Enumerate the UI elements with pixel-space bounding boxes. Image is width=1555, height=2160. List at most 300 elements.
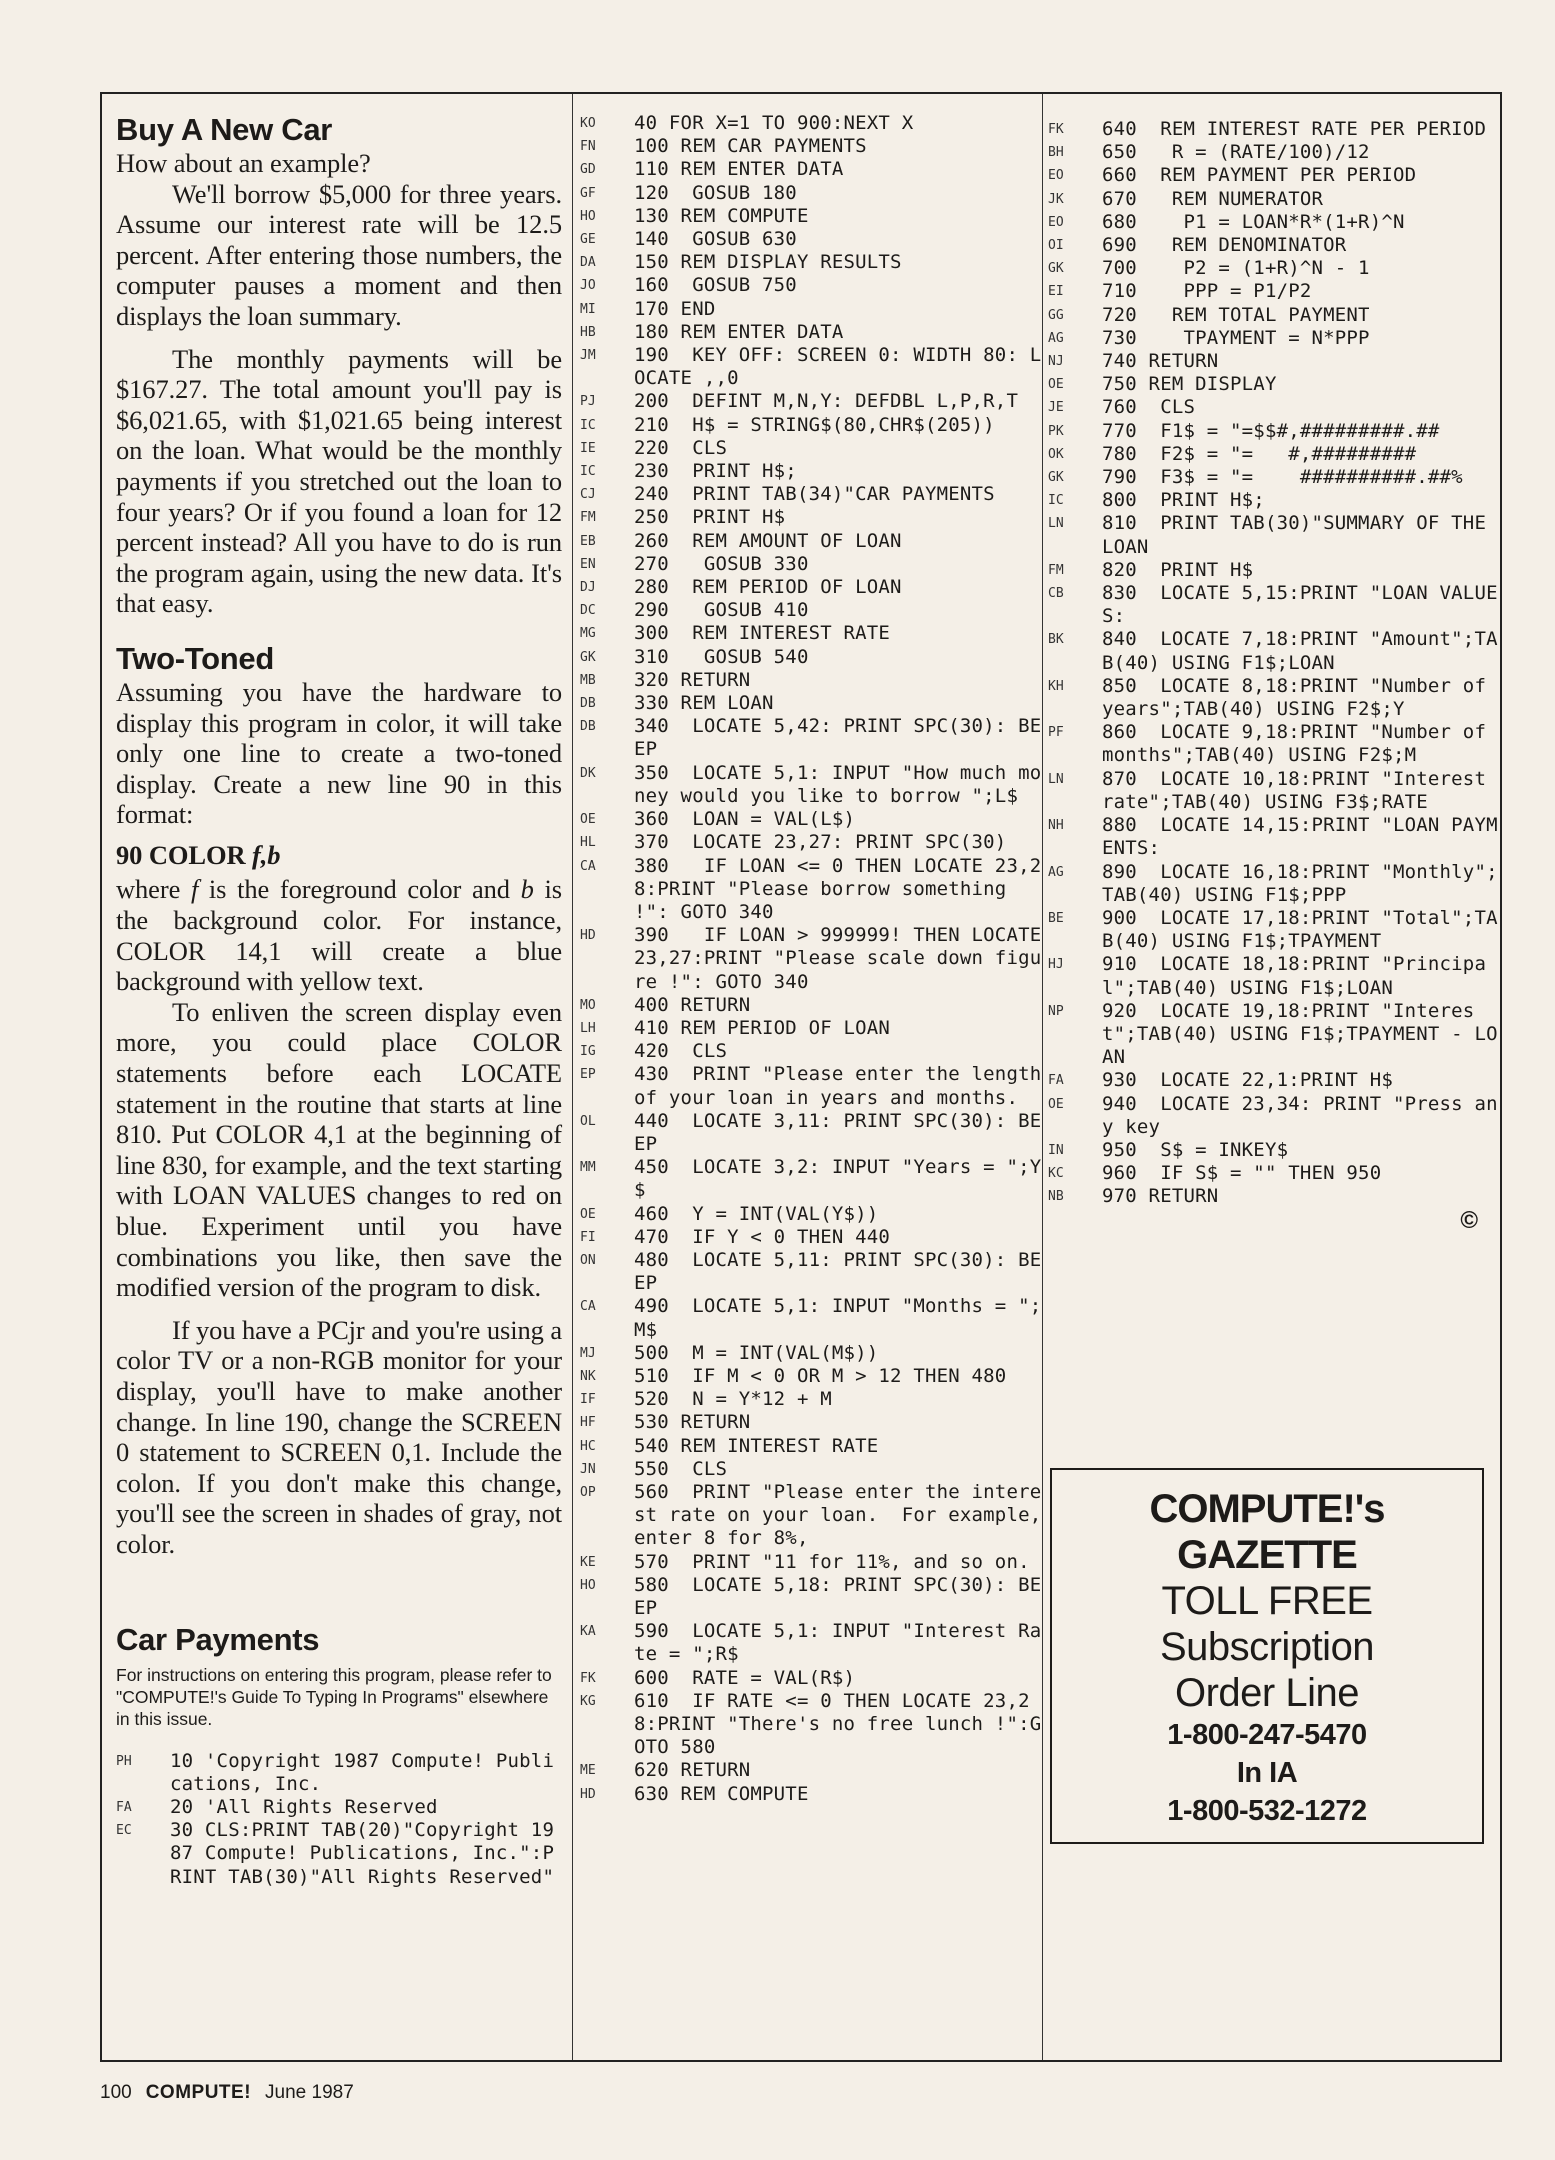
checksum: FM (580, 510, 596, 526)
end-mark-icon: © (1460, 1207, 1478, 1234)
listing-line (1048, 1185, 1498, 1208)
listing-line (1048, 211, 1498, 234)
checksum: JM (580, 348, 596, 364)
ad-phone-number-ia: 1-800-532-1272 (1167, 1795, 1367, 1827)
code-text: 930 LOCATE 22,1:PRINT H$ (1102, 1069, 1393, 1092)
listing-line (580, 1365, 1042, 1388)
checksum: KE (580, 1554, 596, 1570)
listing-line (1048, 559, 1498, 582)
heading-buy-a-new-car: Buy A New Car (116, 112, 333, 147)
listing-line (1048, 512, 1498, 558)
program-listing (116, 1750, 562, 1889)
checksum: KC (1048, 1166, 1064, 1182)
text-run: is the background color. For instance, COLOR 14,1 will create a blue background with yellow text. (116, 874, 562, 997)
checksum: FN (580, 139, 596, 155)
listing-line (580, 228, 1042, 251)
listing-line (580, 1690, 1042, 1760)
checksum: OK (1048, 446, 1064, 462)
code-text: 170 END (634, 297, 716, 320)
listing-line (1048, 350, 1498, 373)
listing-line (1048, 907, 1498, 953)
listing-line (580, 1249, 1042, 1295)
code-text: 900 LOCATE 17,18:PRINT "Total";TAB(40) USING F1$;TPAYMENT (1102, 906, 1498, 953)
code-text: 820 PRINT H$ (1102, 558, 1254, 581)
paragraph: If you have a PCjr and you're using a color TV or a non-RGB monitor for your display, you'll have to make another change. In line 190, change the SCREEN 0 statement to SCREEN 0,1. Include the colon. If you don't make this change, you'll see the screen in shades of gray, not color. (116, 1314, 562, 1559)
checksum: MO (580, 997, 596, 1013)
code-text: 120 GOSUB 180 (634, 181, 797, 204)
code-text: 130 REM COMPUTE (634, 204, 809, 227)
code-text: 750 REM DISPLAY (1102, 373, 1277, 396)
checksum: EC (116, 1823, 132, 1839)
code-text: 480 LOCATE 5,11: PRINT SPC(30): BEEP (634, 1248, 1042, 1295)
code-text: 140 GOSUB 630 (634, 228, 797, 251)
listing-line (1048, 420, 1498, 443)
listing-line (580, 622, 1042, 645)
listing-line (580, 1574, 1042, 1620)
listing-line (580, 112, 1042, 135)
checksum: DB (580, 696, 596, 712)
listing-line (116, 1750, 562, 1796)
listing-line (580, 1667, 1042, 1690)
listing-line (1048, 489, 1498, 512)
code-text: 500 M = INT(VAL(M$)) (634, 1341, 879, 1364)
code-text: 190 KEY OFF: SCREEN 0: WIDTH 80: LOCATE ,,0 (634, 344, 1042, 390)
checksum: IG (580, 1044, 596, 1060)
listing-line (580, 599, 1042, 622)
listing-line (580, 1110, 1042, 1156)
checksum: BE (1048, 910, 1064, 926)
checksum: EI (1048, 284, 1064, 300)
checksum: MB (580, 672, 596, 688)
code-text: 230 PRINT H$; (634, 460, 797, 483)
code-text: 760 CLS (1102, 396, 1196, 419)
code-text: 40 FOR X=1 TO 900:NEXT X (634, 112, 914, 134)
checksum: OE (1048, 377, 1064, 393)
code-text: 830 LOCATE 5,15:PRINT "LOAN VALUES: (1102, 582, 1498, 628)
checksum: NB (1048, 1189, 1064, 1205)
checksum: LH (580, 1020, 596, 1036)
code-text: 800 PRINT H$; (1102, 489, 1265, 512)
checksum: NP (1048, 1003, 1064, 1019)
listing-line (580, 1620, 1042, 1666)
code-text: 460 Y = INT(VAL(Y$)) (634, 1202, 879, 1225)
code-text: 770 F1$ = "=$$#,#########.## (1102, 419, 1440, 442)
listing-line (580, 1759, 1042, 1782)
command-text: 90 COLOR (116, 839, 253, 870)
listing-line (580, 1411, 1042, 1434)
listing-line (580, 414, 1042, 437)
listing-line (116, 1796, 562, 1819)
checksum: HF (580, 1415, 596, 1431)
checksum: EN (580, 556, 596, 572)
listing-line (1048, 768, 1498, 814)
checksum: OP (580, 1484, 596, 1500)
listing-line (580, 855, 1042, 925)
code-text: 640 REM INTEREST RATE PER PERIOD (1102, 118, 1487, 140)
checksum: CA (580, 1299, 596, 1315)
listing-line (580, 692, 1042, 715)
code-text: 970 RETURN (1102, 1185, 1219, 1208)
listing-line (1048, 443, 1498, 466)
code-text: 240 PRINT TAB(34)"CAR PAYMENTS (634, 483, 995, 506)
checksum: KO (580, 116, 596, 131)
checksum: DC (580, 603, 596, 619)
code-text: 470 IF Y < 0 THEN 440 (634, 1225, 891, 1248)
checksum: GF (580, 185, 596, 201)
checksum: NJ (1048, 354, 1064, 370)
code-text: 320 RETURN (634, 668, 751, 691)
code-text: 540 REM INTEREST RATE (634, 1434, 879, 1457)
code-text: 940 LOCATE 23,34: PRINT "Press any key (1102, 1092, 1498, 1138)
code-text: 280 REM PERIOD OF LOAN (634, 576, 902, 599)
checksum: FM (1048, 562, 1064, 578)
code-text: 290 GOSUB 410 (634, 599, 809, 622)
code-text: 330 REM LOAN (634, 692, 774, 715)
checksum: NK (580, 1368, 596, 1384)
listing-line (580, 715, 1042, 761)
checksum: DA (580, 255, 596, 271)
code-text: 250 PRINT H$ (634, 506, 786, 529)
magazine-name: COMPUTE! (145, 2082, 252, 2103)
listing-line (1048, 118, 1498, 141)
checksum: CA (580, 858, 596, 874)
column-rule (572, 94, 573, 2060)
code-text: 530 RETURN (634, 1411, 751, 1434)
listing-line (1048, 1162, 1498, 1185)
code-text: 410 REM PERIOD OF LOAN (634, 1016, 891, 1039)
listing-line (1048, 188, 1498, 211)
listing-line (1048, 234, 1498, 257)
paragraph: We'll borrow $5,000 for three years. Assume our interest rate will be 12.5 percent. After entering those numbers, the computer pauses a moment and then displays the loan summary. (116, 178, 562, 331)
checksum: DB (580, 719, 596, 735)
code-text: 110 REM ENTER DATA (634, 158, 844, 181)
code-text: 30 CLS:PRINT TAB(20)"Copyright 1987 Compute! Publications, Inc.":PRINT TAB(30)"All Rights Reserved" (170, 1819, 555, 1888)
code-text: 740 RETURN (1102, 350, 1219, 373)
ad-state: In IA (1236, 1757, 1298, 1789)
checksum: HO (580, 208, 596, 224)
code-text: 520 N = Y*12 + M (634, 1388, 832, 1411)
checksum: EO (1048, 168, 1064, 184)
checksum: LN (1048, 516, 1064, 532)
listing-line (1048, 1139, 1498, 1162)
code-text: 160 GOSUB 750 (634, 274, 797, 297)
checksum: BH (1048, 145, 1064, 161)
code-text: 730 TPAYMENT = N*PPP (1102, 326, 1370, 349)
listing-line (1048, 327, 1498, 350)
listing-line (580, 274, 1042, 297)
code-text: 670 REM NUMERATOR (1102, 187, 1324, 210)
checksum: PF (1048, 725, 1064, 741)
checksum: HD (580, 1786, 596, 1802)
checksum: JE (1048, 400, 1064, 416)
paragraph: To enliven the screen display even more, you could place COLOR statements before each LOCATE statement in the routine that starts at line 810. Put COLOR 4,1 at the beginning of line 830, for example, and the text starting with LOAN VALUES changes to red on blue. Experiment until you have combinations you like, then save the modified version of the program to disk. (116, 996, 562, 1303)
code-text: 850 LOCATE 8,18:PRINT "Number of years";TAB(40) USING F2$;Y (1102, 674, 1498, 721)
command-args: f,b (252, 839, 281, 870)
listing-column (1048, 94, 1498, 1234)
listing-line (580, 1017, 1042, 1040)
checksum: IC (580, 464, 596, 480)
listing-line (580, 1783, 1042, 1806)
listing-line (580, 1063, 1054, 1109)
checksum: HJ (1048, 957, 1064, 973)
listing-line (580, 762, 1042, 808)
ad-toll-free: TOLL FREE (1161, 1579, 1373, 1623)
listing-line (580, 1458, 1042, 1481)
listing-line (1048, 1093, 1498, 1139)
listing-line (580, 1156, 1042, 1202)
checksum: EB (580, 533, 596, 549)
code-text: 350 LOCATE 5,1: INPUT "How much money would you like to borrow ";L$ (634, 761, 1042, 807)
listing-line (580, 460, 1042, 483)
listing-line (1048, 304, 1498, 327)
text-run: is the foreground color and (198, 874, 521, 905)
code-text: 610 IF RATE <= 0 THEN LOCATE 23,28:PRINT "There's no free lunch !":GOTO 580 (634, 1689, 1042, 1759)
checksum: FK (580, 1670, 596, 1686)
code-text: 680 P1 = LOAN*R*(1+R)^N (1102, 210, 1405, 233)
listing-line (580, 808, 1042, 831)
text-run: where (116, 874, 191, 905)
code-text: 960 IF S$ = "" THEN 950 (1102, 1162, 1382, 1185)
code-text: 840 LOCATE 7,18:PRINT "Amount";TAB(40) USING F1$;LOAN (1102, 628, 1498, 674)
listing-line (1048, 953, 1498, 999)
checksum: GK (1048, 470, 1064, 486)
checksum: NH (1048, 818, 1064, 834)
checksum: FA (1048, 1073, 1064, 1089)
checksum: PH (116, 1753, 132, 1769)
code-text: 100 REM CAR PAYMENTS (634, 135, 867, 158)
listing-line (580, 1295, 1042, 1341)
code-text: 710 PPP = P1/P2 (1102, 280, 1312, 303)
checksum: JO (580, 278, 596, 294)
code-text: 880 LOCATE 14,15:PRINT "LOAN PAYMENTS: (1102, 814, 1498, 860)
listing-line (580, 182, 1042, 205)
code-text: 890 LOCATE 16,18:PRINT "Monthly";TAB(40) USING F1$;PPP (1102, 860, 1498, 906)
code-text: 550 CLS (634, 1457, 728, 1480)
listing-line (580, 506, 1042, 529)
checksum: MG (580, 626, 596, 642)
heading-car-payments: Car Payments (116, 1621, 320, 1657)
code-text: 270 GOSUB 330 (634, 552, 809, 575)
checksum: MJ (580, 1345, 596, 1361)
ad-order-line: Order Line (1175, 1671, 1359, 1715)
listing-line (580, 669, 1042, 692)
listing-line (1048, 675, 1498, 721)
checksum: GK (1048, 261, 1064, 277)
listing-line (580, 205, 1042, 228)
listing-line (1048, 466, 1498, 489)
listing-line (1048, 141, 1498, 164)
checksum: KG (580, 1693, 596, 1709)
listing-column (580, 94, 1054, 1806)
listing-line (580, 321, 1042, 344)
listing-line (580, 553, 1042, 576)
listing-line (580, 1551, 1042, 1574)
checksum: JN (580, 1461, 596, 1477)
checksum: ON (580, 1252, 596, 1268)
checksum: IE (580, 440, 596, 456)
code-text: 650 R = (RATE/100)/12 (1102, 141, 1370, 164)
listing-line (580, 1203, 1042, 1226)
code-text: 430 PRINT "Please enter the length of your loan in years and months. (634, 1063, 1054, 1109)
listing-line (1048, 1069, 1498, 1092)
code-text: 810 PRINT TAB(30)"SUMMARY OF THE LOAN (1102, 512, 1498, 558)
code-text: 20 'All Rights Reserved (170, 1795, 438, 1818)
code-text: 510 IF M < 0 OR M > 12 THEN 480 (634, 1364, 1007, 1387)
checksum: DJ (580, 580, 596, 596)
listing-line (580, 1388, 1042, 1411)
gazette-subscription-ad (1050, 1468, 1484, 1844)
code-text: 600 RATE = VAL(R$) (634, 1666, 856, 1689)
checksum: FA (116, 1799, 132, 1815)
checksum: PJ (580, 394, 596, 410)
code-text: 780 F2$ = "= #,######### (1102, 442, 1417, 465)
checksum: CJ (580, 487, 596, 503)
code-text: 450 LOCATE 3,2: INPUT "Years = ";Y$ (634, 1156, 1042, 1202)
code-text: 360 LOAN = VAL(L$) (634, 808, 856, 831)
listing-line (1048, 582, 1498, 628)
checksum: HL (580, 835, 596, 851)
code-text: 690 REM DENOMINATOR (1102, 234, 1347, 257)
checksum: LN (1048, 771, 1064, 787)
code-text: 380 IF LOAN <= 0 THEN LOCATE 23,28:PRINT "Please borrow something !": GOTO 340 (634, 854, 1042, 923)
code-text: 590 LOCATE 5,1: INPUT "Interest Rate = ";R$ (634, 1620, 1042, 1666)
code-text: 390 IF LOAN > 999999! THEN LOCATE 23,27:PRINT "Please scale down figure !": GOTO 340 (634, 924, 1054, 993)
checksum: KA (580, 1624, 596, 1640)
heading-two-toned: Two-Toned (116, 640, 274, 676)
paragraph: The monthly payments will be $167.27. The total amount you'll pay is $6,021.65, with $1,021.65 being interest on the loan. What would be the monthly payments if you stretched out the loan to four years? Or if you found a loan for 12 percent instead? All you have to do is run the program again, using the new data. It's that easy. (116, 343, 562, 619)
checksum: IN (1048, 1142, 1064, 1158)
ad-brand: COMPUTE!'s (1149, 1487, 1385, 1531)
listing-line (1048, 861, 1498, 907)
page-number: 100 (100, 2082, 132, 2103)
code-text: 560 PRINT "Please enter the interest rate on your loan. For example, enter 8 for 8%, (634, 1480, 1054, 1550)
code-text: 620 RETURN (634, 1759, 751, 1782)
listing-line (1048, 164, 1498, 187)
ad-subscription: Subscription (1159, 1625, 1375, 1669)
listing-line (580, 646, 1042, 669)
checksum: OL (580, 1113, 596, 1129)
checksum: HO (580, 1577, 596, 1593)
listing-line (580, 1342, 1042, 1365)
ad-brand-name: GAZETTE (1177, 1533, 1357, 1577)
checksum: CB (1048, 586, 1064, 602)
listing-line (580, 1435, 1042, 1458)
checksum: PK (1048, 423, 1064, 439)
checksum: HD (580, 928, 596, 944)
code-text: 10 'Copyright 1987 Compute! Publications, Inc. (170, 1749, 555, 1795)
listing-line (580, 298, 1042, 321)
checksum: GK (580, 649, 596, 665)
paragraph (116, 874, 562, 996)
checksum: OI (1048, 238, 1064, 254)
code-text: 310 GOSUB 540 (634, 645, 809, 668)
code-text: 920 LOCATE 19,18:PRINT "Interest";TAB(40) USING F1$;TPAYMENT - LOAN (1102, 999, 1498, 1069)
listing-line (580, 1040, 1042, 1063)
checksum: FK (1048, 122, 1064, 137)
listing-line (1048, 396, 1498, 419)
issue-date: June 1987 (265, 2082, 354, 2103)
italic-b: b (520, 874, 534, 905)
listing-line (1048, 373, 1498, 396)
checksum: GG (1048, 307, 1064, 323)
listing-line (580, 437, 1042, 460)
checksum: OE (1048, 1096, 1064, 1112)
article-column (116, 94, 562, 1889)
listing-line (580, 158, 1042, 181)
code-text: 860 LOCATE 9,18:PRINT "Number of months";TAB(40) USING F2$;M (1102, 721, 1498, 767)
listing-line (1048, 1000, 1498, 1070)
checksum: GD (580, 162, 596, 178)
code-text: 440 LOCATE 3,11: PRINT SPC(30): BEEP (634, 1109, 1042, 1155)
code-text: 220 CLS (634, 436, 728, 459)
code-text: 420 CLS (634, 1040, 728, 1063)
code-text: 870 LOCATE 10,18:PRINT "Interest rate";TAB(40) USING F3$;RATE (1102, 767, 1498, 813)
listing-line (1048, 628, 1498, 674)
checksum: IF (580, 1392, 596, 1408)
checksum: FI (580, 1229, 596, 1245)
paragraph: Assuming you have the hardware to display this program in color, it will take only one line to create a two-toned display. Create a new line 90 in this format: (116, 676, 562, 830)
code-text: 150 REM DISPLAY RESULTS (634, 251, 902, 274)
listing-line (580, 994, 1042, 1017)
program-listing (1048, 118, 1498, 1209)
checksum: GE (580, 232, 596, 248)
paragraph: How about an example? (116, 148, 371, 178)
checksum: EP (580, 1067, 596, 1083)
listing-line (580, 1226, 1042, 1249)
listing-line (580, 1480, 1054, 1551)
listing-line (580, 344, 1042, 390)
code-text: 260 REM AMOUNT OF LOAN (634, 529, 902, 552)
listing-line (1048, 814, 1498, 860)
listing-line (580, 483, 1042, 506)
code-text: 400 RETURN (634, 993, 751, 1016)
code-text: 700 P2 = (1+R)^N - 1 (1102, 257, 1370, 280)
code-text: 370 LOCATE 23,27: PRINT SPC(30) (634, 831, 1007, 854)
code-text: 580 LOCATE 5,18: PRINT SPC(30): BEEP (634, 1573, 1042, 1619)
color-command (116, 840, 562, 871)
listing-line (1048, 280, 1498, 303)
code-text: 490 LOCATE 5,1: INPUT "Months = ";M$ (634, 1295, 1042, 1341)
checksum: HC (580, 1438, 596, 1454)
checksum: KH (1048, 678, 1064, 694)
code-text: 300 REM INTEREST RATE (634, 622, 891, 645)
checksum: DK (580, 765, 596, 781)
checksum: IC (580, 417, 596, 433)
listing-line (580, 576, 1042, 599)
checksum: AG (1048, 864, 1064, 880)
code-text: 950 S$ = INKEY$ (1102, 1138, 1289, 1161)
checksum: IC (1048, 493, 1064, 509)
listing-line (1048, 721, 1498, 767)
listing-line (580, 831, 1042, 854)
checksum: EO (1048, 214, 1064, 230)
italic-f: f (190, 874, 199, 905)
checksum: BK (1048, 632, 1064, 648)
code-text: 200 DEFINT M,N,Y: DEFDBL L,P,R,T (634, 390, 1019, 413)
listing-line (580, 390, 1042, 413)
program-listing (580, 112, 1054, 1806)
checksum: OE (580, 812, 596, 828)
checksum: HB (580, 324, 596, 340)
checksum: ME (580, 1763, 596, 1779)
code-text: 910 LOCATE 18,18:PRINT "Principal";TAB(40) USING F1$;LOAN (1102, 953, 1487, 999)
typing-instructions-note: For instructions on entering this program, please refer to "COMPUTE!'s Guide To Typing In Programs" elsewhere in this issue. (116, 1664, 552, 1729)
ad-phone-number: 1-800-247-5470 (1167, 1719, 1367, 1751)
code-text: 210 H$ = STRING$(80,CHR$(205)) (634, 413, 995, 436)
listing-line (580, 251, 1042, 274)
checksum: OE (580, 1206, 596, 1222)
page-footer (100, 2082, 354, 2104)
